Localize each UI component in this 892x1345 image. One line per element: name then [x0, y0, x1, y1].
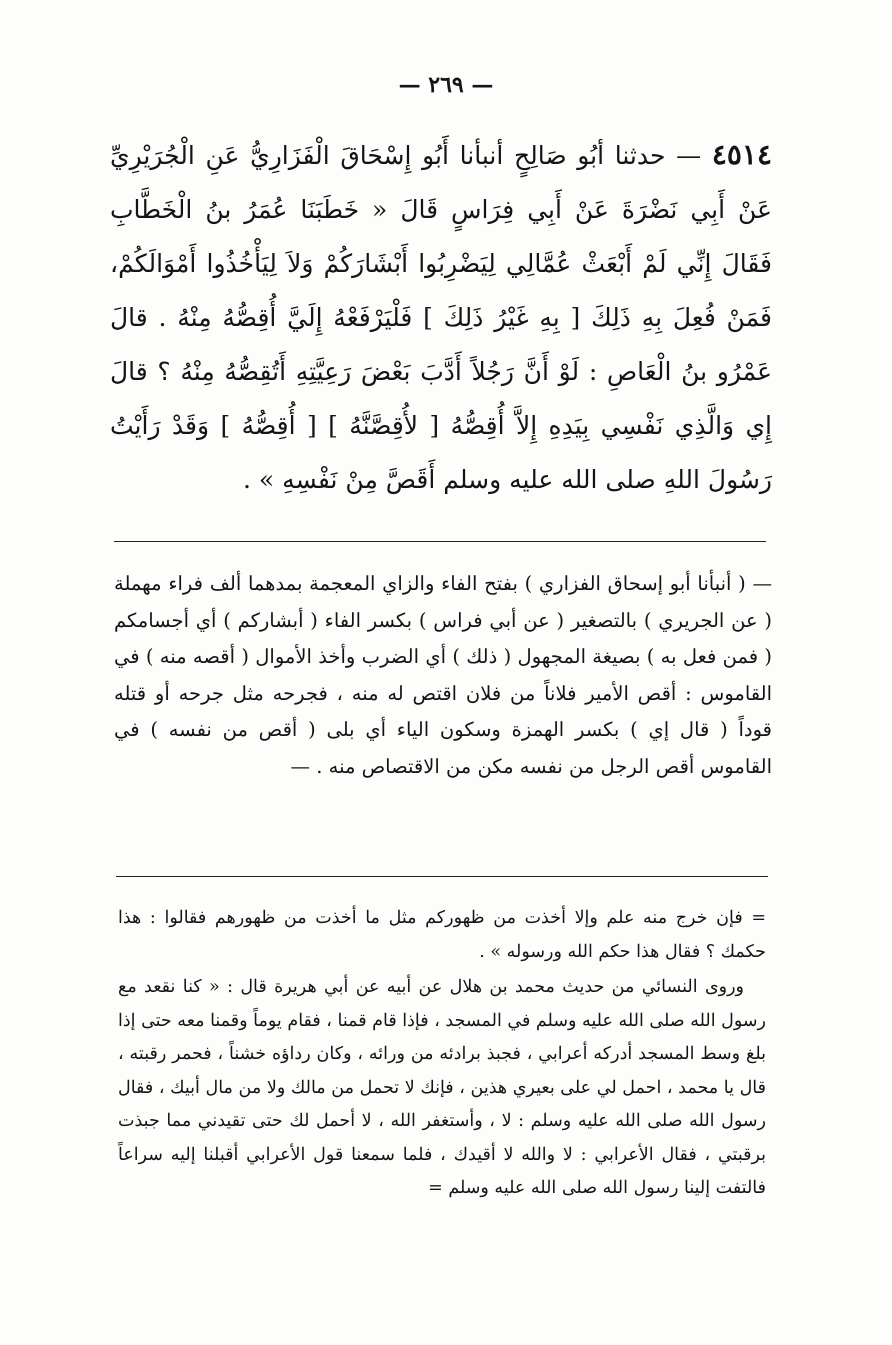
commentary-text: — ( أنبأنا أبو إسحاق الفزاري ) بفتح الفاء والزاي المعجمة بمدهما ألف فراء مهملة ( عن الجريري ) بالتصغير ( عن أبي فراس ) بكسر الفاء ( أبشاركم ) أي أجسامكم ( فمن فعل به ) بصيغة المجهول ( ذلك ) أي الضرب وأخذ الأموال ( أقصه منه ) في القاموس : أقص الأمير فلاناً من فلان اقتص له منه ، فجرحه مثل جرحه أو قتله قوداً ( قال إي ) بكسر الهمزة وسكون الياء أي بلى ( أقص من نفسه ) في القاموس أقص الرجل من نفسه مكن من الاقتصاص منه . —	[114, 572, 772, 778]
separator-rule	[114, 541, 766, 542]
hadith-number: ٤٥١٤	[711, 138, 772, 171]
hadith-text: — حدثنا أبُو صَالِحٍ أنبأنا أَبُو إِسْحَاقَ الْفَزَارِيُّ عَنِ الْجُرَيْرِيِّ عَنْ أَبِي نَضْرَةَ عَنْ أَبِي فِرَاسٍ قَالَ « خَطَبَنَا عُمَرُ بنُ الْخَطَّابِ فَقَالَ إِنِّي لَمْ أَبْعَثْ عُمَّالِي لِيَضْرِبُوا أَبْشَارَكُمْ وَلاَ لِيَأْخُذُوا أَمْوَالَكُمْ، فَمَنْ فُعِلَ بِهِ ذَلِكَ [ بِهِ غَيْرُ ذَلِكَ ] فَلْيَرْفَعْهُ إِلَيَّ أُقِصُّهُ مِنْهُ . قالَ عَمْرُو بنُ الْعَاصِ : لَوْ أَنَّ رَجُلاً أَدَّبَ بَعْضَ رَعِيَّتِهِ أَتُقِصُّهُ مِنْهُ ؟ قالَ إِي وَالَّذِي نَفْسِي بِيَدِهِ إِلاَّ أُقِصُّهُ [ لأُقِصَّنَّهُ ] [ أُقِصُّهُ ] وَقَدْ رَأَيْتُ رَسُولَ اللهِ صلى الله عليه وسلم أَقَصَّ مِنْ نَفْسِهِ » .	[110, 141, 772, 494]
footnote-paragraph: = فإن خرج منه علم وإلا أخذت من ظهوركم مثل ما أخذت من ظهورهم فقالوا : هذا حكمك ؟ فقال هذا حكم الله ورسوله » .	[118, 908, 766, 962]
footnote-paragraph: وروى النسائي من حديث محمد بن هلال عن أبيه عن أبي هريرة قال : « كنا نقعد مع رسول الله صلى الله عليه وسلم في المسجد ، فإذا قام قمنا ، فقام يوماً وقمنا معه حتى إذا بلغ وسط المسجد أدركه أعرابي ، فجبذ برادئه من ورائه ، وكان رداؤه خشناً ، فحمر رقبته ، قال يا محمد ، احمل لي على بعيري هذين ، فإنك لا تحمل من مالك ولا من مال أبيك ، فقال رسول الله صلى الله عليه وسلم : لا ، وأستغفر الله ، لا أحمل لك حتى تقيدني مما جبذت برقبتي ، فقال الأعرابي : لا والله لا أقيدك ، فلما سمعنا قول الأعرابي أقبلنا إليه سراعاً فالتفت إلينا رسول الله صلى الله عليه وسلم =	[117, 977, 766, 1198]
footnotes-block	[118, 902, 766, 1206]
hadith-block	[110, 128, 772, 507]
page-number: — ٢٦٩ —	[398, 72, 494, 98]
footnote-separator-rule	[116, 876, 768, 877]
